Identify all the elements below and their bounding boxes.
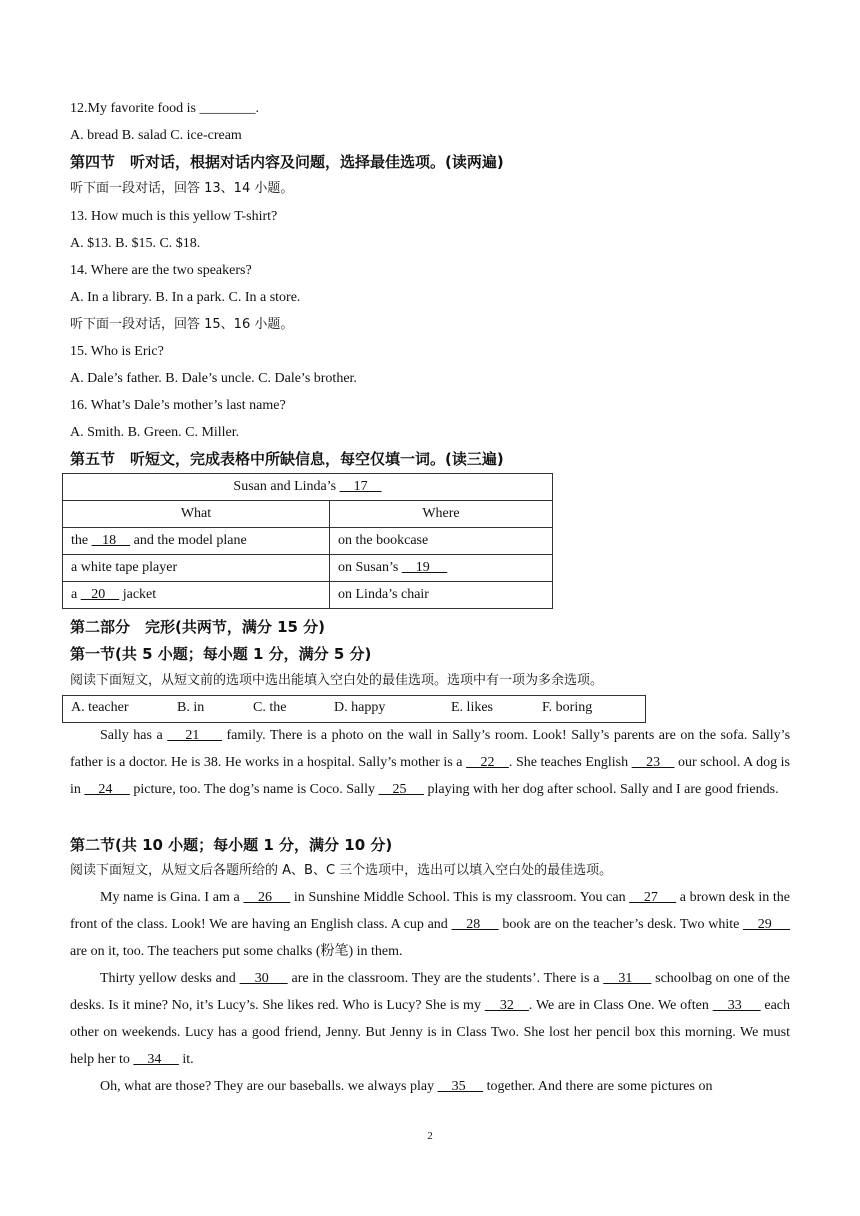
blank-26: 26 (243, 890, 291, 905)
section4-heading: 第四节 听对话，根据对话内容及问题，选择最佳选项。(读两遍) (70, 153, 504, 171)
page-number: 2 (427, 1130, 433, 1142)
blank-35: 35 (437, 1079, 484, 1094)
option-b: B. in (177, 700, 205, 715)
table-row: the 18 and the model plane on the bookcase (63, 528, 553, 555)
blank-22: 22 (466, 755, 509, 770)
option-a: A. teacher (71, 700, 129, 715)
table-row: a 20 jacket on Linda’s chair (63, 582, 553, 609)
q14-options: A. In a library. B. In a park. C. In a store. (70, 290, 301, 305)
q13-options: A. $13. B. $15. C. $18. (70, 236, 201, 251)
blank-30: 30 (239, 971, 288, 986)
q13-stem: 13. How much is this yellow T-shirt? (70, 209, 278, 224)
part2-section1-heading: 第一节(共 5 小题；每小题 1 分，满分 5 分) (70, 645, 372, 663)
part2-section1-instruction: 阅读下面短文，从短文前的选项中选出能填入空白处的最佳选项。选项中有一项为多余选项。 (70, 673, 604, 688)
option-c: C. the (253, 700, 287, 715)
blank-17: 17 (339, 479, 382, 494)
section4-instruction-2: 听下面一段对话，回答 15、16 小题。 (70, 317, 294, 332)
part2-heading: 第二部分 完形(共两节，满分 15 分) (70, 618, 326, 636)
section5-heading: 第五节 听短文，完成表格中所缺信息，每空仅填一词。(读三遍) (70, 450, 504, 468)
q15-options: A. Dale’s father. B. Dale’s uncle. C. Dale’s brother. (70, 371, 357, 386)
q14-stem: 14. Where are the two speakers? (70, 263, 252, 278)
part2-section2-instruction: 阅读下面短文，从短文后各题所给的 A、B、C 三个选项中，选出可以填入空白处的最佳选项。 (70, 863, 613, 878)
section4-instruction-1: 听下面一段对话，回答 13、14 小题。 (70, 181, 294, 196)
q12-stem: 12.My favorite food is ________. (70, 101, 259, 116)
blank-34: 34 (133, 1052, 179, 1067)
blank-29: 29 (743, 917, 791, 932)
table-row: a white tape player on Susan’s 19 (63, 555, 553, 582)
blank-31: 31 (603, 971, 652, 986)
blank-33: 33 (712, 998, 761, 1013)
passage-1: Sally has a 21 family. There is a photo on the wall in Sally’s room. Look! Sally’s parents are on the sofa. Sally’s father is a doctor. He is 38. He works in a hospital. Sally’s mother is a 22 . She teaches English 23 our school. A dog is in 24 picture, too. The dog’s name is Coco. Sally 25 playing with her dog after school. Sally and I are good friends. (70, 728, 791, 797)
fill-in-table (62, 473, 553, 609)
column-header-where: Where (330, 501, 553, 528)
blank-21: 21 (167, 728, 222, 743)
column-header-what: What (63, 501, 330, 528)
part2-section2-heading: 第二节(共 10 小题；每小题 1 分，满分 10 分) (70, 836, 393, 854)
option-d: D. happy (334, 700, 386, 715)
blank-23: 23 (631, 755, 675, 770)
q16-options: A. Smith. B. Green. C. Miller. (70, 425, 240, 440)
passage-2: My name is Gina. I am a 26 in Sunshine Middle School. This is my classroom. You can 27 a brown desk in the front of the class. Look! We are having an English class. A cup and 28 book are on the teacher’s desk. Two white 29 are on it, too. The teachers put some chalks (粉笔) in them. Thirty yellow desks and 30 are in the classroom. They are the students’. There is a 31 schoolbag on one of the desks. Is it mine? No, it’s Lucy’s. She likes red. Who is Lucy? She is my 32 . We are in Class One. We often 33 each other on weekends. Lucy has a good friend, Jenny. But Jenny is in Class Two. She lost her pencil box this morning. We must help her to 34 it. Oh, what are those? They are our baseballs. we always play 35 together. And there are some pictures on (70, 890, 791, 1094)
blank-18: 18 (91, 533, 131, 548)
blank-24: 24 (84, 782, 130, 797)
blank-19: 19 (401, 560, 448, 575)
q12-options: A. bread B. salad C. ice-cream (70, 128, 242, 143)
q15-stem: 15. Who is Eric? (70, 344, 164, 359)
blank-28: 28 (451, 917, 499, 932)
word-options-box (62, 695, 646, 723)
blank-25: 25 (378, 782, 424, 797)
blank-20: 20 (80, 587, 120, 602)
table-title: Susan and Linda’s 17 (63, 474, 553, 501)
option-f: F. boring (542, 700, 593, 715)
blank-27: 27 (629, 890, 677, 905)
q16-stem: 16. What’s Dale’s mother’s last name? (70, 398, 286, 413)
option-e: E. likes (451, 700, 493, 715)
blank-32: 32 (484, 998, 529, 1013)
